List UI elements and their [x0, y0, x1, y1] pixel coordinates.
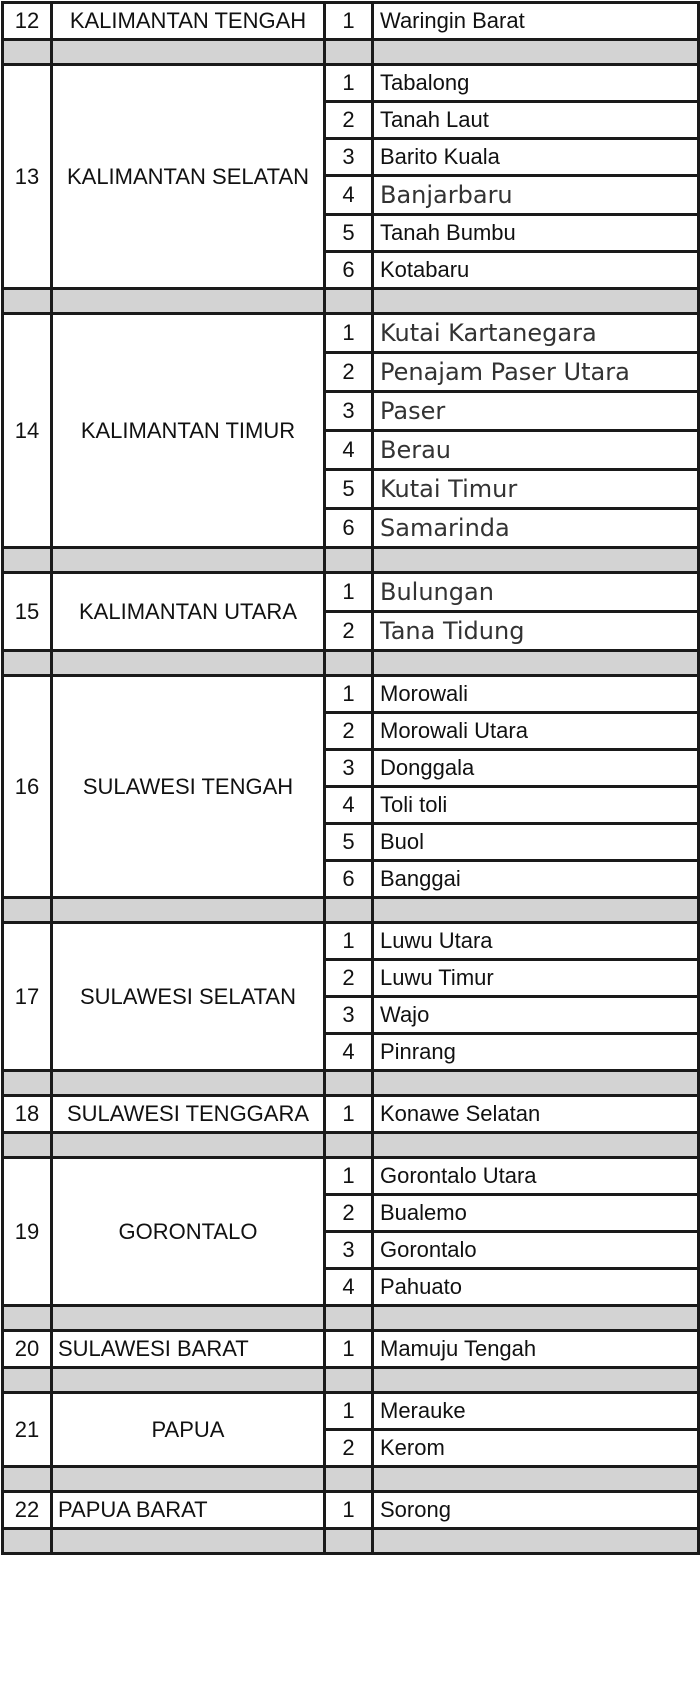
district-index: 1	[325, 923, 373, 960]
separator-row	[3, 1368, 699, 1393]
separator-cell	[325, 1133, 373, 1158]
district-name: Mamuju Tengah	[373, 1331, 699, 1368]
separator-cell	[52, 651, 325, 676]
separator-cell	[52, 1306, 325, 1331]
table-row	[3, 1393, 699, 1430]
district-index: 2	[325, 353, 373, 392]
district-index: 6	[325, 861, 373, 898]
district-index: 1	[325, 1158, 373, 1195]
district-index: 1	[325, 1393, 373, 1430]
district-index: 2	[325, 1430, 373, 1467]
district-name: Penajam Paser Utara	[373, 353, 699, 392]
district-name: Donggala	[373, 750, 699, 787]
district-index: 5	[325, 824, 373, 861]
district-name: Morowali Utara	[373, 713, 699, 750]
district-index: 2	[325, 713, 373, 750]
district-name: Merauke	[373, 1393, 699, 1430]
separator-cell	[373, 1467, 699, 1492]
district-name: Gorontalo Utara	[373, 1158, 699, 1195]
district-name: Tanah Laut	[373, 102, 699, 139]
province-name: KALIMANTAN TIMUR	[52, 314, 325, 548]
separator-cell	[373, 1133, 699, 1158]
separator-cell	[3, 898, 52, 923]
district-index: 2	[325, 1195, 373, 1232]
district-table	[1, 1, 700, 1555]
province-number: 12	[3, 3, 52, 40]
separator-row	[3, 1133, 699, 1158]
province-name: KALIMANTAN TENGAH	[52, 3, 325, 40]
district-name: Luwu Timur	[373, 960, 699, 997]
district-name: Pinrang	[373, 1034, 699, 1071]
district-index: 1	[325, 1492, 373, 1529]
district-index: 3	[325, 1232, 373, 1269]
separator-cell	[373, 1368, 699, 1393]
district-name: Paser	[373, 392, 699, 431]
province-name: SULAWESI TENGGARA	[52, 1096, 325, 1133]
separator-cell	[325, 1529, 373, 1554]
district-index: 3	[325, 139, 373, 176]
district-name: Banggai	[373, 861, 699, 898]
district-index: 1	[325, 573, 373, 612]
district-index: 4	[325, 176, 373, 215]
province-number: 19	[3, 1158, 52, 1306]
province-number: 13	[3, 65, 52, 289]
province-number: 16	[3, 676, 52, 898]
district-index: 1	[325, 3, 373, 40]
separator-row	[3, 289, 699, 314]
province-name: SULAWESI SELATAN	[52, 923, 325, 1071]
table-row	[3, 314, 699, 353]
separator-cell	[373, 289, 699, 314]
district-index: 3	[325, 997, 373, 1034]
separator-cell	[52, 1467, 325, 1492]
district-name: Kerom	[373, 1430, 699, 1467]
district-name: Toli toli	[373, 787, 699, 824]
district-index: 4	[325, 431, 373, 470]
separator-cell	[52, 1368, 325, 1393]
separator-cell	[3, 548, 52, 573]
table-row	[3, 573, 699, 612]
separator-cell	[373, 1529, 699, 1554]
separator-cell	[3, 1133, 52, 1158]
separator-row	[3, 1071, 699, 1096]
separator-cell	[52, 1133, 325, 1158]
separator-cell	[52, 289, 325, 314]
district-index: 2	[325, 612, 373, 651]
district-index: 3	[325, 392, 373, 431]
separator-row	[3, 651, 699, 676]
separator-cell	[373, 1071, 699, 1096]
province-name: PAPUA	[52, 1393, 325, 1467]
district-index: 5	[325, 215, 373, 252]
separator-cell	[325, 1306, 373, 1331]
district-name: Tanah Bumbu	[373, 215, 699, 252]
separator-cell	[3, 1467, 52, 1492]
district-name: Banjarbaru	[373, 176, 699, 215]
table-row	[3, 1096, 699, 1133]
district-index: 4	[325, 1269, 373, 1306]
table-row	[3, 3, 699, 40]
separator-cell	[325, 1467, 373, 1492]
district-name: Berau	[373, 431, 699, 470]
district-table-body	[3, 3, 699, 1554]
district-name: Kotabaru	[373, 252, 699, 289]
district-index: 4	[325, 1034, 373, 1071]
province-number: 20	[3, 1331, 52, 1368]
separator-row	[3, 548, 699, 573]
separator-cell	[373, 651, 699, 676]
district-name: Gorontalo	[373, 1232, 699, 1269]
separator-row	[3, 40, 699, 65]
district-index: 1	[325, 65, 373, 102]
district-index: 6	[325, 509, 373, 548]
district-name: Luwu Utara	[373, 923, 699, 960]
separator-cell	[325, 548, 373, 573]
district-index: 1	[325, 676, 373, 713]
separator-cell	[325, 1368, 373, 1393]
separator-cell	[3, 1071, 52, 1096]
separator-cell	[325, 898, 373, 923]
district-name: Sorong	[373, 1492, 699, 1529]
province-number: 21	[3, 1393, 52, 1467]
separator-cell	[373, 548, 699, 573]
district-index: 1	[325, 1331, 373, 1368]
separator-cell	[52, 1071, 325, 1096]
province-number: 18	[3, 1096, 52, 1133]
district-name: Kutai Timur	[373, 470, 699, 509]
table-row	[3, 1331, 699, 1368]
district-name: Bualemo	[373, 1195, 699, 1232]
separator-cell	[3, 1306, 52, 1331]
district-name: Morowali	[373, 676, 699, 713]
separator-cell	[52, 1529, 325, 1554]
separator-cell	[373, 40, 699, 65]
province-number: 22	[3, 1492, 52, 1529]
province-name: SULAWESI TENGAH	[52, 676, 325, 898]
separator-row	[3, 1306, 699, 1331]
district-index: 5	[325, 470, 373, 509]
separator-cell	[52, 40, 325, 65]
separator-cell	[3, 289, 52, 314]
district-name: Konawe Selatan	[373, 1096, 699, 1133]
district-index: 2	[325, 102, 373, 139]
district-name: Barito Kuala	[373, 139, 699, 176]
district-name: Tana Tidung	[373, 612, 699, 651]
table-row	[3, 1158, 699, 1195]
separator-cell	[52, 548, 325, 573]
province-name: KALIMANTAN SELATAN	[52, 65, 325, 289]
province-number: 14	[3, 314, 52, 548]
separator-cell	[325, 40, 373, 65]
separator-row	[3, 1529, 699, 1554]
separator-cell	[52, 898, 325, 923]
district-index: 4	[325, 787, 373, 824]
separator-cell	[325, 1071, 373, 1096]
district-name: Kutai Kartanegara	[373, 314, 699, 353]
district-name: Samarinda	[373, 509, 699, 548]
separator-row	[3, 1467, 699, 1492]
separator-cell	[3, 1529, 52, 1554]
district-index: 1	[325, 1096, 373, 1133]
province-name: PAPUA BARAT	[52, 1492, 325, 1529]
district-name: Buol	[373, 824, 699, 861]
province-number: 15	[3, 573, 52, 651]
table-row	[3, 65, 699, 102]
district-name: Wajo	[373, 997, 699, 1034]
separator-cell	[325, 289, 373, 314]
district-name: Pahuato	[373, 1269, 699, 1306]
separator-cell	[3, 40, 52, 65]
province-number: 17	[3, 923, 52, 1071]
district-name: Tabalong	[373, 65, 699, 102]
district-name: Waringin Barat	[373, 3, 699, 40]
district-name: Bulungan	[373, 573, 699, 612]
district-index: 6	[325, 252, 373, 289]
province-name: KALIMANTAN UTARA	[52, 573, 325, 651]
separator-cell	[373, 1306, 699, 1331]
table-row	[3, 1492, 699, 1529]
district-index: 2	[325, 960, 373, 997]
separator-cell	[325, 651, 373, 676]
separator-cell	[3, 1368, 52, 1393]
district-index: 1	[325, 314, 373, 353]
separator-cell	[3, 651, 52, 676]
separator-cell	[373, 898, 699, 923]
table-row	[3, 923, 699, 960]
province-name: GORONTALO	[52, 1158, 325, 1306]
separator-row	[3, 898, 699, 923]
province-name: SULAWESI BARAT	[52, 1331, 325, 1368]
table-row	[3, 676, 699, 713]
district-index: 3	[325, 750, 373, 787]
